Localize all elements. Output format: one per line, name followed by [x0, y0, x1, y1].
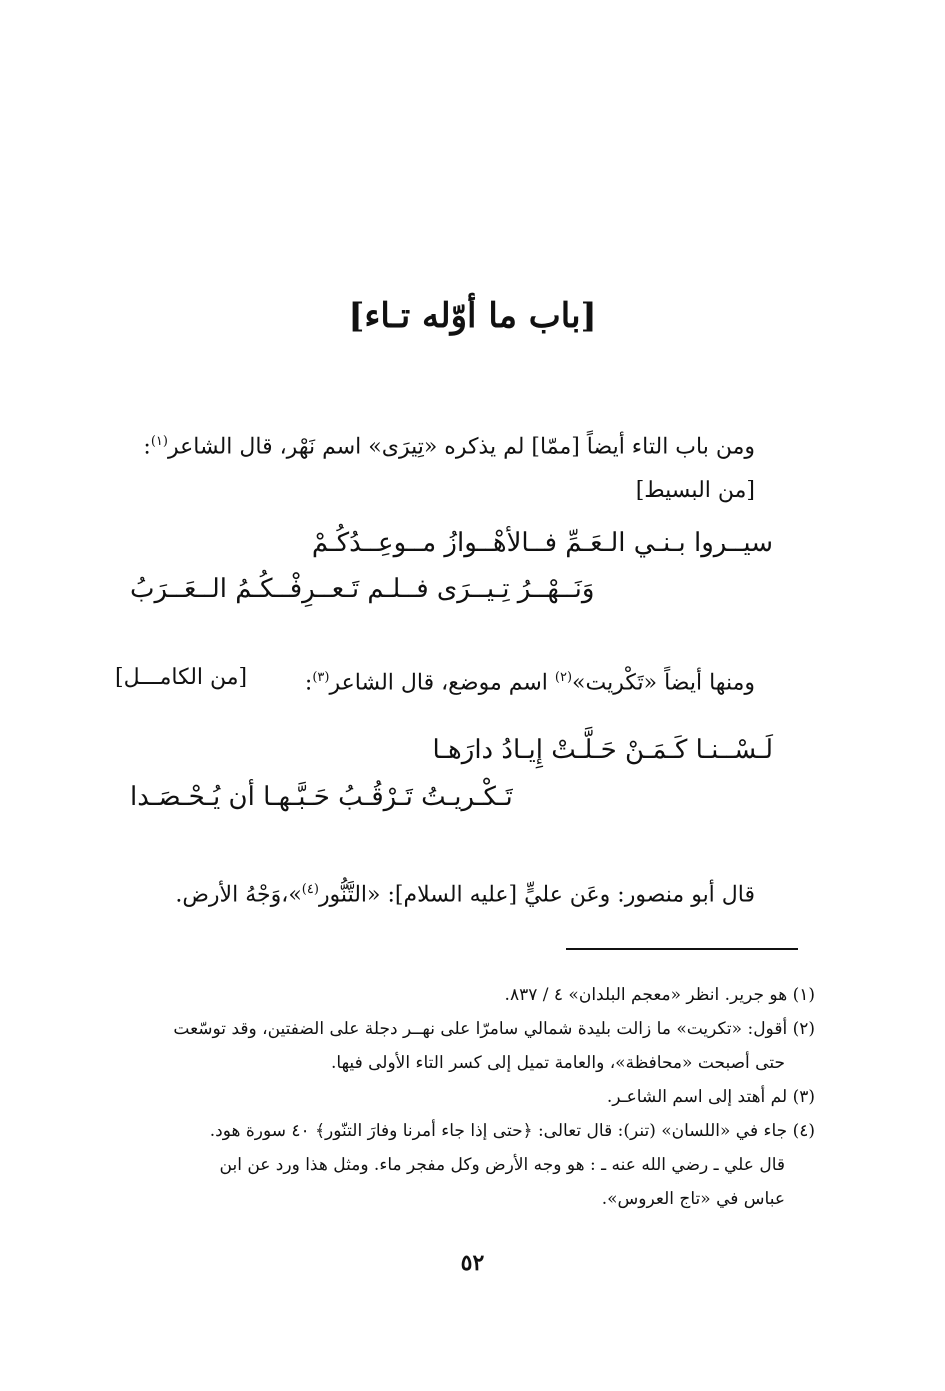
verse2-hemistich-1: لَـسْــنـا كَـمَـنْ حَـلَّـتْ إِيـادُ دارَهـا	[432, 735, 773, 765]
verse1-hemistich-2: وَنَــهْــرُ تِـيــرَى فــلـم تَـعــرِفْــكُـمُ الــعَــرَبُ	[130, 574, 595, 604]
paragraph-tire-river	[65, 420, 755, 513]
paragraph-text-c: :	[304, 670, 313, 696]
footnote-2	[100, 1012, 815, 1080]
footnote-line: عباس في «تاج العروس».	[601, 1189, 785, 1209]
chapter-title: [باب ما أوّله تـاء]	[348, 296, 597, 336]
footnotes	[100, 978, 815, 1216]
meter-label-kamil: [من الكامـــل]	[115, 665, 248, 690]
paragraph-text-a: ومنها أيضاً «تَكْريت»	[572, 670, 755, 696]
footnote-line: حتى أصبحت «محافظة»، والعامة تميل إلى كسر التاء الأولى فيها.	[331, 1053, 785, 1073]
footnote-line: (١) هو جرير. انظر «معجم البلدان» ٤ / ٨٣٧.	[504, 985, 815, 1005]
paragraph-text-b: »،وَجْهُ الأرض.	[175, 882, 302, 908]
footnote-ref-1: (١)	[150, 434, 168, 449]
paragraph-text-a: قال أبو منصور: وعَن عليٍّ [عليه السلام]: «التَّنُّور	[318, 882, 755, 908]
footnote-ref-4: (٤)	[301, 882, 319, 897]
footnote-ref-3: (٣)	[312, 670, 330, 685]
footnote-3	[100, 1080, 815, 1114]
footnote-ref-2: (٢)	[554, 670, 573, 685]
footnote-divider	[566, 948, 798, 950]
footnote-4	[100, 1114, 815, 1216]
footnote-line: (٣) لم أهتد إلى اسم الشاعـر.	[606, 1087, 815, 1107]
meter-label: [من البسيط]	[635, 478, 755, 504]
verse1-hemistich-1: سيــروا بـنـي الـعَـمِّ فــالأهْــوازُ مــوعِــدُكُـمْ	[311, 528, 773, 558]
page-number: ٥٢	[460, 1250, 485, 1276]
paragraph-text: ومن باب التاء أيضاً [ممّا] لم يذكره «تِيرَى» اسم نَهْر، قال الشاعر	[167, 434, 755, 460]
verse2-hemistich-2: تَـكْـريـتُ تَـرْقُـبُ حَـبَّـهـا أن يُـحْـصَـدا	[130, 782, 513, 812]
footnote-line: قال علي ـ رضي الله عنه ـ : هو وجه الأرض وكل مفجر ماء. ومثل هذا ورد عن ابن	[219, 1155, 785, 1175]
paragraph-text-b: اسم موضع، قال الشاعر	[329, 670, 555, 696]
footnote-line: (٤) جاء في «اللسان» (تنر): قال تعالى: ﴿حتى إذا جاء أمرنا وفارَ التنّور﴾ ٤٠ سورة هود.	[209, 1121, 815, 1141]
paragraph-tannur	[115, 868, 755, 917]
colon: :	[143, 434, 151, 460]
footnote-1	[100, 978, 815, 1012]
footnote-line: (٢) أقول: «تكريت» ما زالت بليدة شمالي سامرّا على نهــر دجلة على الضفتين، وقد توسّعت	[173, 1019, 815, 1039]
